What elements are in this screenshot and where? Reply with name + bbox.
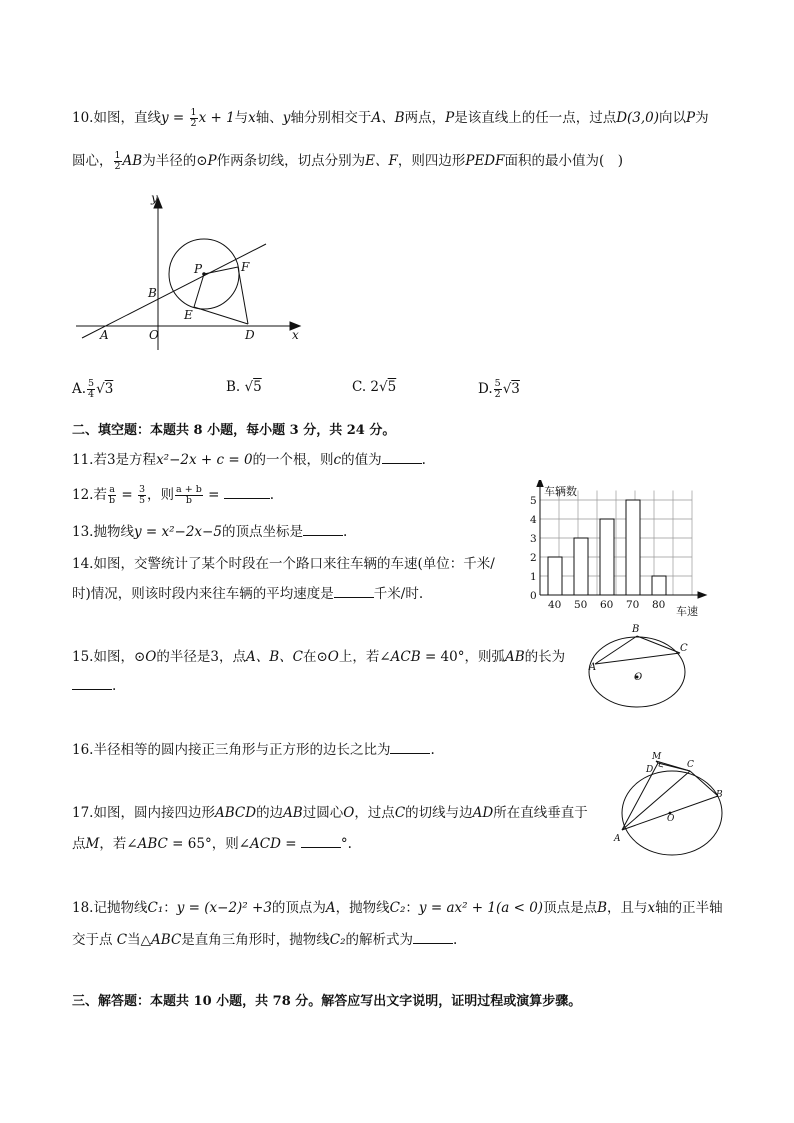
diagonal-ac — [622, 771, 690, 830]
q15-figure — [588, 620, 698, 715]
fraction: $\frac{1}{2}$ — [190, 107, 197, 129]
option-a: A. $\frac{5}{4}$ √3 — [72, 378, 114, 400]
answer-blank[interactable] — [224, 486, 270, 499]
chord-bc — [637, 636, 680, 653]
fraction: $\frac{1}{2}$ — [114, 150, 121, 172]
label-y: y — [151, 191, 158, 205]
option-d: D. $\frac{5}{2}$ √3 — [478, 378, 520, 400]
side-cb — [690, 771, 718, 796]
section-3-heading: 三、解答题：本题共 10 小题，共 78 分。解答应写出文字说明，证明过程或演算步骤。 — [72, 994, 582, 1009]
label-a: A — [614, 834, 621, 844]
q18-line1: 18.记抛物线C₁：y = (x−2)² +3的顶点为A，抛物线C₂：y = ax² + 1(a < 0)顶点是点B，且与x轴的正半轴 — [72, 900, 723, 916]
q14-line2: 时)情况，则该时段内来往车辆的平均速度是 千米/时. — [72, 586, 424, 602]
chart-bar — [548, 557, 562, 595]
option-c: C. 2√5 — [352, 379, 397, 395]
label-c: C — [680, 643, 688, 654]
option-b: B. √5 — [226, 379, 262, 395]
chart-y-arrow-icon — [537, 480, 543, 487]
label-b: B — [716, 790, 723, 800]
q14-line1: 14.如图，交警统计了某个时段在一个路口来往车辆的车速(单位：千米/ — [72, 556, 495, 572]
chart-ytick-label: 0 — [530, 590, 537, 602]
answer-blank[interactable] — [72, 677, 112, 690]
section-2-heading: 二、填空题：本题共 8 小题，每小题 3 分，共 24 分。 — [72, 423, 396, 438]
chart-bar — [626, 500, 640, 595]
label-x: x — [292, 328, 299, 342]
answer-blank[interactable] — [413, 931, 453, 944]
q17-line2: 点M，若∠ABC = 65°，则∠ACD = °. — [72, 836, 352, 852]
chart-xtick-label: 60 — [600, 599, 614, 611]
q16: 16.半径相等的圆内接正三角形与正方形的边长之比为 . — [72, 742, 435, 758]
label-d: D — [646, 765, 654, 775]
label-o: O — [149, 328, 159, 342]
answer-blank[interactable] — [301, 835, 341, 848]
chart-xtick-label: 40 — [548, 599, 562, 611]
chart-ytick-label: 2 — [530, 552, 537, 564]
chart-ytick-label: 3 — [530, 533, 537, 545]
segment-pf — [204, 267, 238, 274]
q17-figure — [610, 750, 725, 860]
q17-line1: 17.如图，圆内接四边形ABCD的边AB过圆心O，过点C的切线与边AD所在直线垂直于 — [72, 805, 588, 821]
label-p: P — [194, 262, 203, 276]
q12: 12.若 $\frac{a}{b}$ = $\frac{3}{5}$ ，则 $\frac{a + b}{b}$ = . — [72, 484, 274, 506]
chart-bar — [574, 538, 588, 595]
q15-line2: . — [72, 677, 116, 694]
chord-ac — [595, 653, 680, 664]
tangent-mc — [656, 761, 690, 771]
line-ab — [82, 244, 266, 338]
label-b: B — [148, 286, 157, 300]
segment-pe — [194, 274, 204, 307]
label-o: O — [634, 672, 643, 683]
chart-xlabel: 车速 — [676, 605, 698, 618]
label-e: E — [184, 308, 193, 322]
chart-bar — [600, 519, 614, 595]
chart-ylabel: 车辆数 — [544, 485, 577, 498]
chart-ytick-label: 5 — [530, 495, 537, 507]
answer-blank[interactable] — [382, 451, 422, 464]
chart-ytick-label: 1 — [530, 571, 537, 583]
q18-line2: 交于点 C当△ABC是直角三角形时，抛物线C₂的解析式为 . — [72, 932, 458, 948]
segment-fd — [238, 267, 248, 324]
chart-x-arrow-icon — [698, 592, 706, 598]
chart-xtick-label: 50 — [574, 599, 588, 611]
answer-blank[interactable] — [303, 523, 343, 536]
answer-blank[interactable] — [390, 741, 430, 754]
label-f: F — [241, 260, 250, 274]
label-a: A — [100, 328, 109, 342]
q11: 11.若3是方程x²−2x + c = 0的一个根，则c的值为 . — [72, 452, 426, 468]
circle-o — [622, 771, 722, 855]
label-o: O — [667, 814, 675, 824]
q15-line1: 15.如图，⊙O的半径是3，点A、B、C在⊙O上，若∠ACB = 40°，则弧AB的长为 — [72, 649, 566, 665]
label-d: D — [245, 328, 255, 342]
chart-xtick-label: 80 — [652, 599, 666, 611]
label-c: C — [687, 760, 694, 770]
chart-bar — [652, 576, 666, 595]
q10-line2: 圆心， $\frac{1}{2}$ AB为半径的⊙P作两条切线，切点分别为E、F，则四边形PEDF面积的最小值为( ) — [72, 150, 624, 172]
answer-blank[interactable] — [334, 585, 374, 598]
q10-line1: 10.如图，直线y = $\frac{1}{2}$ x + 1与x轴、y轴分别相交于A、B两点，P是该直线上的任一点，过点D(3,0)向以P为 — [72, 107, 709, 129]
label-a: A — [589, 662, 597, 673]
chart-xtick-label: 70 — [626, 599, 640, 611]
label-m: M — [652, 752, 662, 762]
point-p — [202, 272, 206, 276]
chart-ytick-label: 4 — [530, 514, 537, 526]
segment-ed — [194, 307, 248, 324]
q13: 13.抛物线y = x²−2x−5的顶点坐标是 . — [72, 524, 348, 540]
label-b: B — [632, 624, 640, 635]
q10-figure — [70, 190, 310, 350]
speed-bar-chart — [520, 480, 710, 620]
